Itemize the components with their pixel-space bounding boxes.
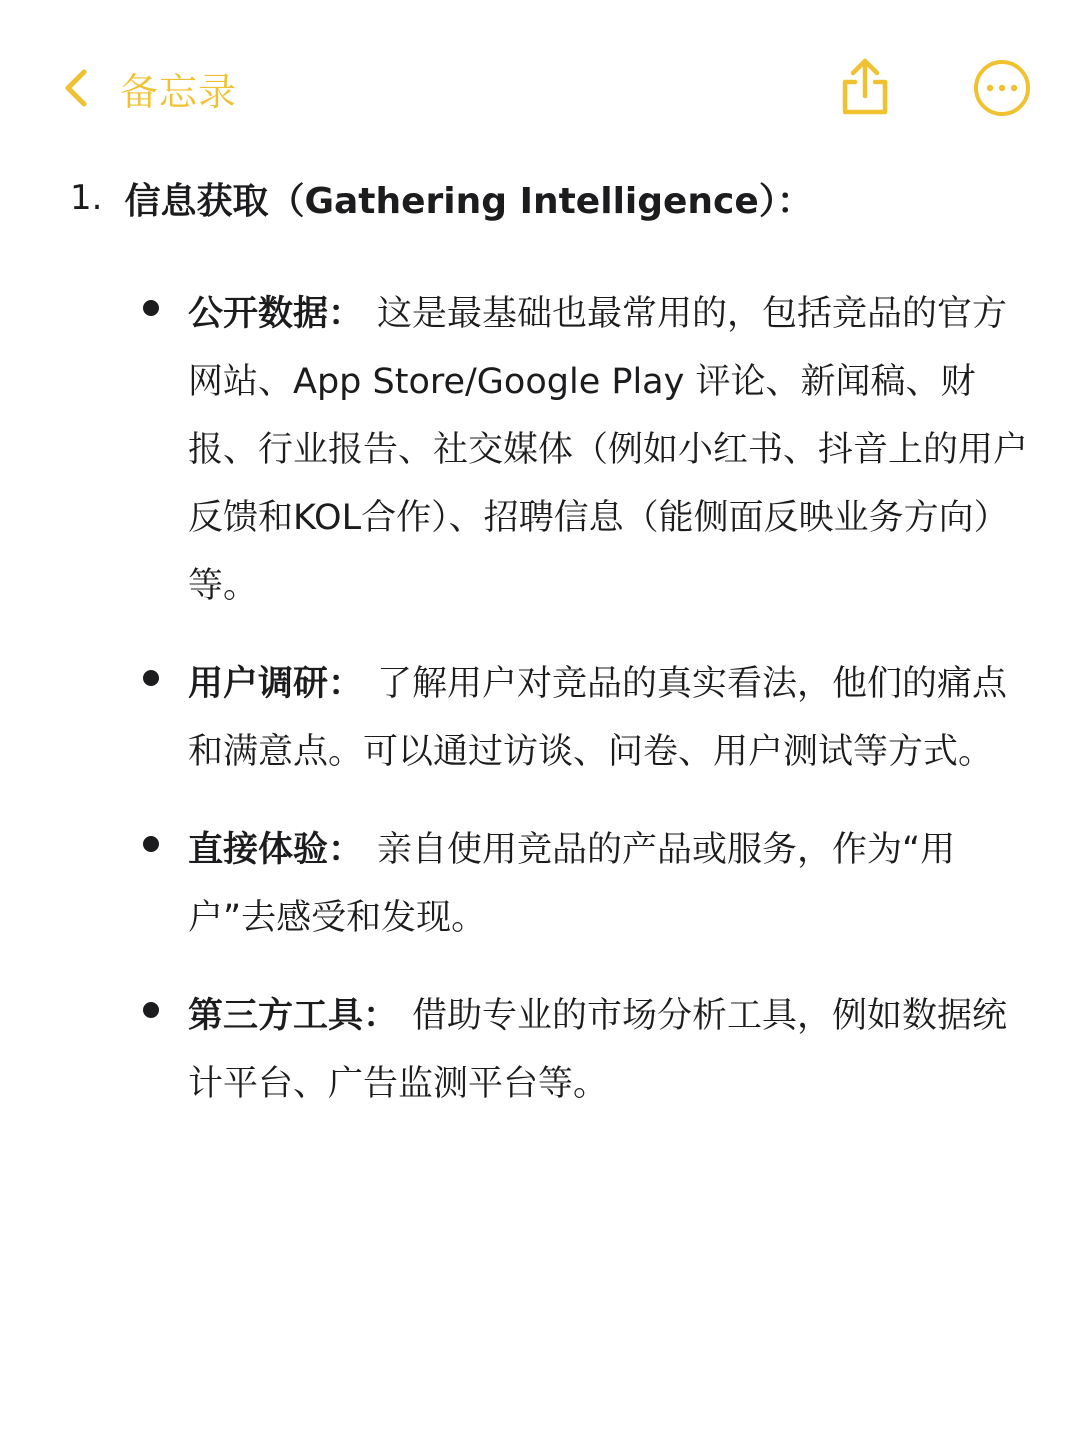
heading-number: 1. [70, 178, 103, 218]
bullet-dot [143, 300, 159, 316]
list-item-body: 这是最基础也最常用的，包括竞品的官方网站、App Store/Google Play 评论、新闻稿、财报、行业报告、社交媒体（例如小红书、抖音上的用户反馈和KOL合作）、招聘信息（能侧面反映业务方向）等。 [188, 294, 1029, 606]
note-heading [70, 168, 813, 228]
list-item-label: 公开数据： [188, 294, 364, 334]
list-item-label: 直接体验： [188, 830, 364, 870]
bullet-dot [143, 670, 159, 686]
navigation-bar [0, 0, 1080, 150]
bullet-dot [143, 1002, 159, 1018]
more-button[interactable] [972, 58, 1032, 118]
share-button[interactable] [836, 56, 894, 118]
back-label: 备忘录 [120, 69, 238, 114]
list-item-label: 用户调研： [188, 664, 364, 704]
back-button[interactable] [56, 58, 237, 118]
list-item-text [188, 280, 1028, 620]
bullet-dot [143, 836, 159, 852]
share-icon [836, 56, 894, 118]
list-item-text [188, 816, 1028, 952]
list-item [0, 816, 1080, 952]
list-item [0, 280, 1080, 620]
list-item-body: 了解用户对竞品的真实看法，他们的痛点和满意点。可以通过访谈、问卷、用户测试等方式。 [188, 664, 1008, 772]
list-item [0, 982, 1080, 1118]
heading-title: 信息获取（Gathering Intelligence）： [124, 180, 813, 222]
list-item-text [188, 982, 1028, 1118]
chevron-left-icon [56, 66, 96, 110]
list-item [0, 650, 1080, 786]
more-icon [972, 58, 1032, 118]
list-item-text [188, 650, 1028, 786]
bullet-list [0, 280, 1080, 1148]
list-item-body: 借助专业的市场分析工具，例如数据统计平台、广告监测平台等。 [188, 996, 1008, 1104]
list-item-body: 亲自使用竞品的产品或服务，作为“用户”去感受和发现。 [188, 830, 956, 938]
list-item-label: 第三方工具： [188, 996, 399, 1036]
